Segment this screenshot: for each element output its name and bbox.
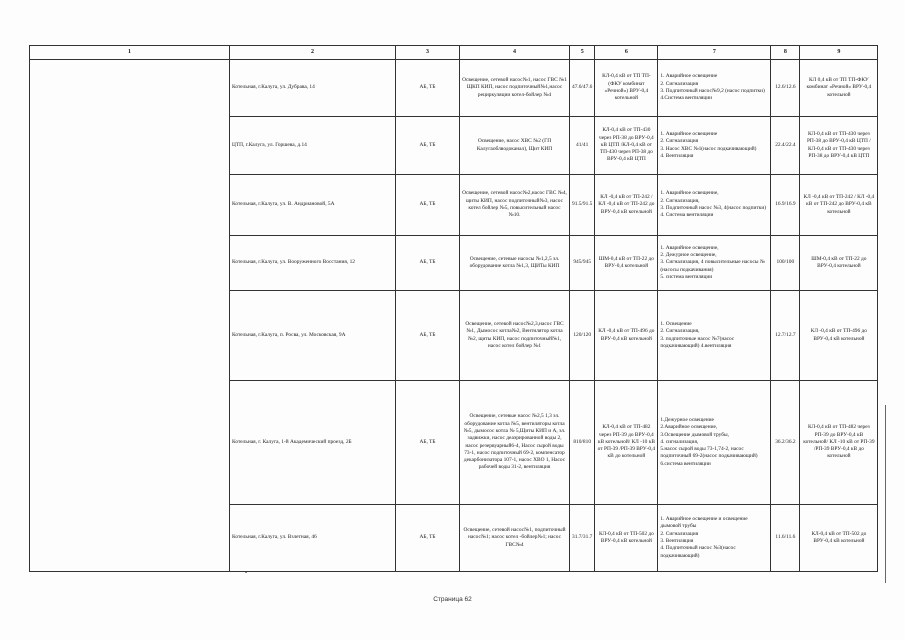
list-item: 2.Аварийное освещение, xyxy=(660,424,718,431)
address-cell: Котельная, г.Калуга, п. Росва, ул. Московская, 9А xyxy=(230,291,396,381)
supply-cell: КЛ-0,4 кВ от ТП-482 через РП-39 до ВРУ-0,4 кВ котельной/ КЛ -10 кВ от РП-39 /РП-39 ВРУ-0,4 кВ до котельной xyxy=(595,381,658,505)
supply-cell: КЛ -0,4 кВ от ТП-242 / КЛ -0,4 кВ от ТП-242 до ВРУ-0,4 кВ котельной xyxy=(595,175,658,236)
list-item: 4. Вентиляция xyxy=(660,152,694,159)
category-cell: АБ, ТБ xyxy=(396,291,460,381)
address-cell: ЦТП, г.Калуга, ул. Горшева, д.14 xyxy=(230,117,396,175)
list-item: 5.насос сырой воды 73-1,74-2, насос подпиточный 69-2(насос подкачивающий) xyxy=(660,446,758,460)
col-header: 6 xyxy=(595,46,658,60)
col-header: 5 xyxy=(570,46,595,60)
power-cell: 41/41 xyxy=(570,117,595,175)
supply2-cell: КЛ -0,4 кВ от ТП-242 / КЛ -0,4 кВ от ТП-242 до ВРУ-0,4 кВ котельной xyxy=(800,175,878,236)
list-item: 3. Сигнализация, 4 повысительные насосы №(насосы подкачивания) xyxy=(660,259,766,273)
col-header: 3 xyxy=(396,46,460,60)
items-cell xyxy=(658,381,771,505)
supply-cell: КЛ-0,4 кВ от ТП-502 до ВРУ-0,4 кВ котельной xyxy=(595,505,658,572)
consumers-cell: Освещение, сетевой насос№2,насос ГВС №4, щиты КИП, насос подпиточный№3, насос котел бойлер №5, повысительный насос №10. xyxy=(460,175,570,236)
scan-edge-line xyxy=(885,405,886,583)
load-cell: 36.2/36.2 xyxy=(771,381,800,505)
list-item: 6.система вентиляции xyxy=(660,460,711,467)
list-item: 1. Освещение xyxy=(660,320,692,327)
items-cell xyxy=(658,505,771,572)
list-item: 4.Система вентиляции xyxy=(660,95,713,102)
list-item: 1. Аварийное освещение xyxy=(660,130,718,137)
category-cell: АБ, ТБ xyxy=(396,175,460,236)
list-item: 2. Дежурное освещение, xyxy=(660,252,717,259)
load-cell: 16.9/16.9 xyxy=(771,175,800,236)
list-item: 1.Дежурное освещение xyxy=(660,416,714,423)
list-item: 4. Подпиточный насос №3(насос подкачивающий) xyxy=(660,545,736,559)
consumers-cell: Освещение, сетевые насосы №1,2,5 эл. оборудование котла №1,3, ЩИТы КИП xyxy=(460,236,570,291)
items-cell xyxy=(658,60,771,117)
address-cell: Котельная, г.Калуга, ул. В. Андриановой, 5А xyxy=(230,175,396,236)
supply2-cell: ШМ-0,4 кВ от ТП-22 до ВРУ-0,4 котельной xyxy=(800,236,878,291)
load-cell: 12.6/12.6 xyxy=(771,60,800,117)
category-cell: АБ, ТБ xyxy=(396,505,460,572)
list-item: 1. Аварийное освещение и освещение дымовой трубы xyxy=(660,516,748,530)
data-table xyxy=(29,45,878,572)
items-cell xyxy=(658,236,771,291)
consumers-cell: Освещение, сетевые насос №2,5 1,3 эл. оборудование котла №5, вентиляторы котла №5, дымосос котла № 5,Щиты КИП и А, эл. задвижки, насос деаэрированной воды 2, насос резервуарный6-4, Насос сырой воды 73-1, насос подпиточный 69-2, компенсатор декарбонизатора 107-1, насос ХВО 1, Насос рабочей воды 31-2, вентиляция xyxy=(460,381,570,505)
consumers-cell: Освещение, сетевой насос№1, подпиточный насос№1; насос котел -бойлер№1; насос ГВС№4 xyxy=(460,505,570,572)
list-item: 5. система вентиляции xyxy=(660,273,713,280)
supply2-cell: КЛ -0,4 кВ от ТП-496 до ВРУ-0,4 кВ котельной xyxy=(800,291,878,381)
supply-cell: КЛ-0,4 кВ от ТП-430 через РП-38 до ВРУ-0,4 кВ ЦТП /КЛ-0,4 кВ от ТП-430 через РП-38 до ВРУ-0,4 кВ ЦТП xyxy=(595,117,658,175)
list-item: 2. Сигнализация xyxy=(660,530,699,537)
address-cell: Котельная, г.Калуга, ул. Вооруженного Восстания, 12 xyxy=(230,236,396,291)
list-item: 3. Насос ХВС №1(насос подкачивающий) xyxy=(660,145,757,152)
list-item: 3. Вентиляция xyxy=(660,538,694,544)
page-footer: Страница 62 xyxy=(433,596,472,603)
address-cell: Котельная, г.Калуга, ул. Дубрава, 14 xyxy=(230,60,396,117)
list-item: 1. Аварийное освещение, xyxy=(660,244,719,251)
list-item: 4. сигнализация, xyxy=(660,438,699,445)
supply2-cell: КЛ-0,4 кВ от ТП-502 до ВРУ-0,4 кВ котельной xyxy=(800,505,878,572)
load-cell: 11.6/11.6 xyxy=(771,505,800,572)
col-header: 2 xyxy=(230,46,396,60)
power-cell: 47.6/47.6 xyxy=(570,60,595,117)
col-header: 9 xyxy=(800,46,878,60)
load-cell: 12.7/12.7 xyxy=(771,291,800,381)
col-header: 8 xyxy=(771,46,800,60)
supply2-cell: КЛ 0,4 кВ от ТП ТП-ФКУ комбинат «Речной» ВРУ-0,4 котельной xyxy=(800,60,878,117)
list-item: 2. Сигнализация xyxy=(660,80,699,87)
category-cell: АБ, ТБ xyxy=(396,117,460,175)
address-cell: Котельная, г.Калуга, ул. Взлетная, 46 xyxy=(230,505,396,572)
consumers-cell: Освещение, сетевой насос№1, насос ГВС №1 ЩКП КИП, насос подпиточный№1,насос рециркуляции котел-бойлер №4 xyxy=(460,60,570,117)
list-item: 1. Аварийное освещение xyxy=(660,73,718,80)
power-cell: 810/810 xyxy=(570,381,595,505)
table-row xyxy=(30,60,878,117)
empty-cell xyxy=(30,60,230,572)
category-cell: АБ, ТБ xyxy=(396,236,460,291)
category-cell: АБ, ТБ xyxy=(396,60,460,117)
items-cell xyxy=(658,117,771,175)
list-item: 2. Сигнализация xyxy=(660,138,699,145)
list-item: 3. подпиточные насос №7(насос подкачивающий) 4.вентиляция xyxy=(660,335,735,349)
list-item: 2. Сигнализация, xyxy=(660,328,700,335)
supply-cell: ШМ-0,4 кВ от ТП-22 до ВРУ-0,4 котельной xyxy=(595,236,658,291)
list-item: 2. Сигнализация, xyxy=(660,197,700,204)
col-header: 7 xyxy=(658,46,771,60)
items-cell xyxy=(658,291,771,381)
supply2-cell: КЛ-0,4 кВ от ТП-482 через РП-39 до ВРУ-0,4 кВ котельной/ КЛ -10 кВ от РП-39 /РП-39 ВРУ-0,4 кВ до котельной xyxy=(800,381,878,505)
list-item: 3. Подпиточный насос№9,2 (насос подпитки) xyxy=(660,88,765,94)
address-cell: Котельная, г. Калуга, 1-й Академический проезд, 2Б xyxy=(230,381,396,505)
scan-mark xyxy=(245,572,247,573)
supply2-cell: КЛ-0,4 кВ от ТП-430 через РП-38 до ВРУ-0,4 кВ ЦТП /КЛ-0,4 кВ от ТП-430 через РП-38 до ВРУ-0,4 кВ ЦТП xyxy=(800,117,878,175)
power-cell: 91.5/91.5 xyxy=(570,175,595,236)
list-item: 3.Освещение дымовой трубы, xyxy=(660,431,729,438)
col-header: 4 xyxy=(460,46,570,60)
load-cell: 22.4/22.4 xyxy=(771,117,800,175)
consumers-cell: Освещение, сетевой насос№2,3,насос ГВС №1, Дымосос котла№2, Вентилятор котла №2, щиты КИП, насос подпиточный№1, насос котел бойлер №1 xyxy=(460,291,570,381)
header-row xyxy=(30,46,878,60)
col-header: 1 xyxy=(30,46,230,60)
power-cell: 945/945 xyxy=(570,236,595,291)
power-cell: 120/120 xyxy=(570,291,595,381)
items-cell xyxy=(658,175,771,236)
list-item: 4. Система вентиляции xyxy=(660,212,714,219)
supply-cell: КЛ-0,4 кВ от ТП ТП-(ФКУ комбинат «Речной») ВРУ-0,4 котельной xyxy=(595,60,658,117)
power-cell: 31.7/31.7 xyxy=(570,505,595,572)
supply-cell: КЛ -0,4 кВ от ТП-496 до ВРУ-0,4 кВ котельной xyxy=(595,291,658,381)
category-cell: АБ, ТБ xyxy=(396,381,460,505)
load-cell: 100/100 xyxy=(771,236,800,291)
consumers-cell: Освещение, насос ХВС №2 (ГП Калугаоблводоканал), Щит КИП xyxy=(460,117,570,175)
list-item: 3. Подпиточный насос №3, 4(насос подпитки) xyxy=(660,205,767,211)
list-item: 1. Аварийное освещение, xyxy=(660,190,719,197)
